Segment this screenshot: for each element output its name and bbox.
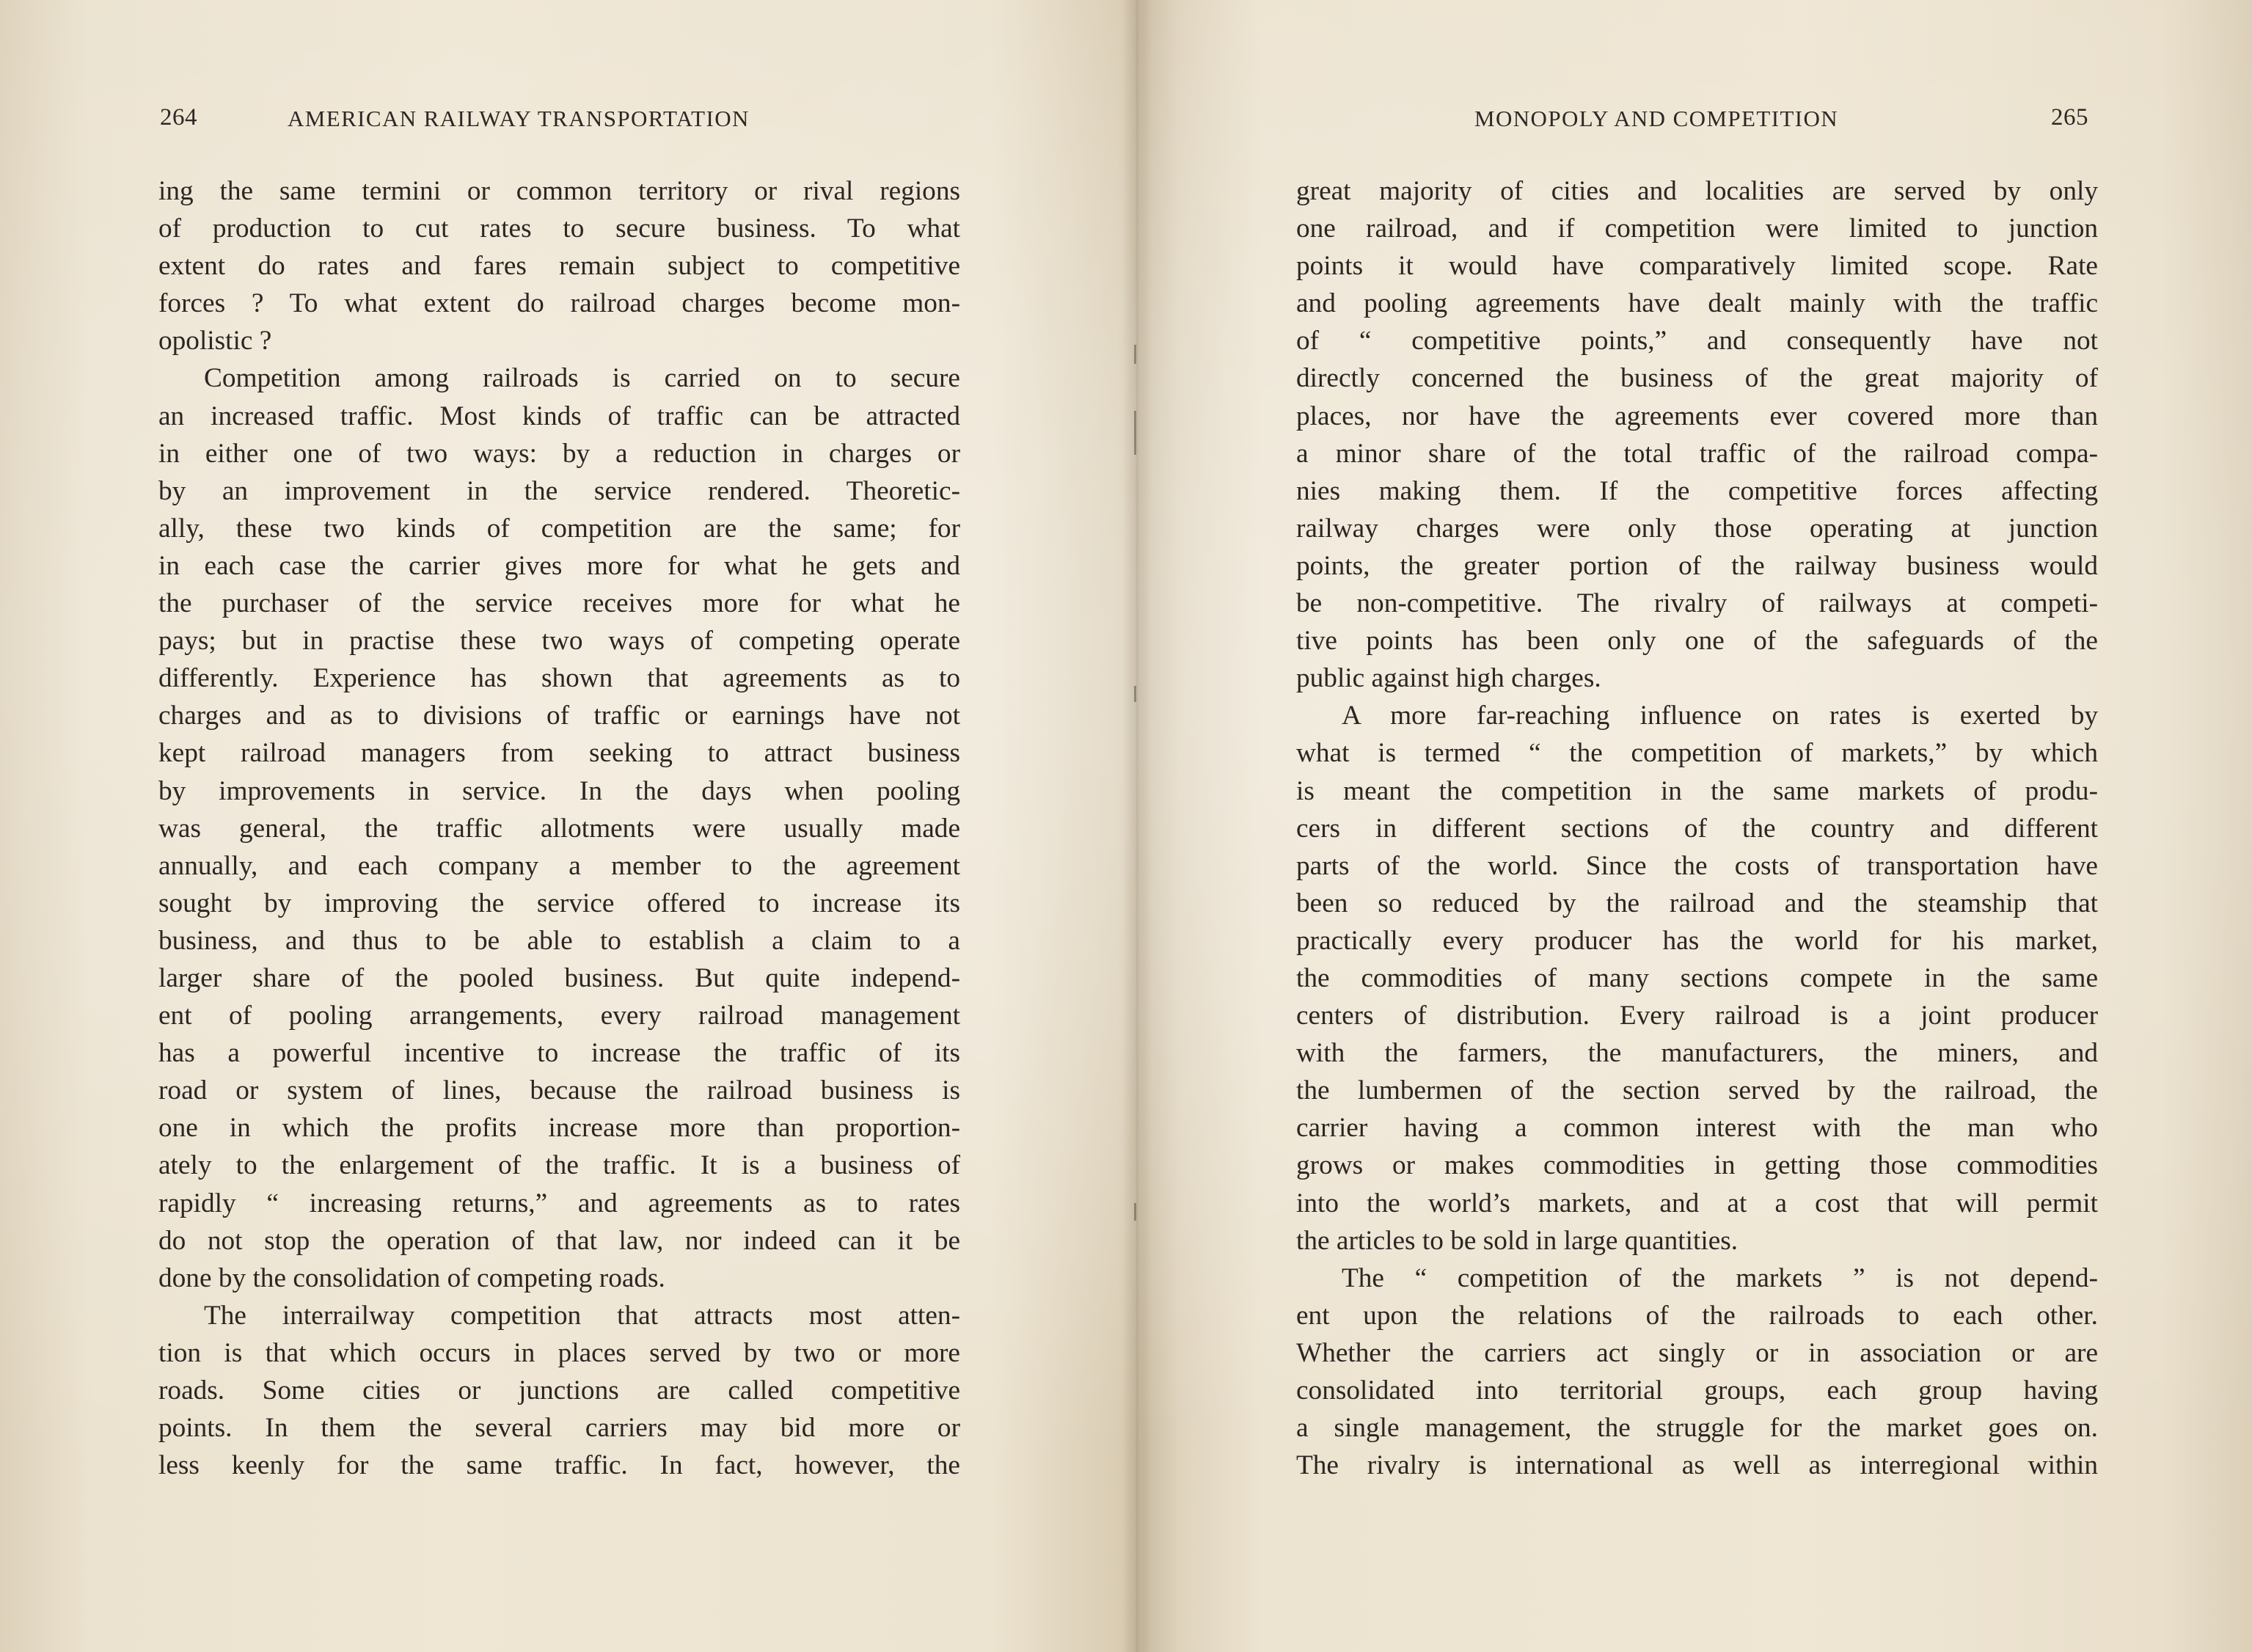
text-line: carrier having a common interest with the man who <box>1296 1113 2098 1144</box>
text-line: a single management, the struggle for the market goes on. <box>1296 1413 2098 1444</box>
text-line: tion is that which occurs in places served by two or more <box>158 1337 960 1368</box>
text-line: rapidly “ increasing returns,” and agreements as to rates <box>158 1188 960 1218</box>
text-line: Whether the carriers act singly or in association or are <box>1296 1337 2098 1368</box>
text-line: was general, the traffic allotments were usually made <box>158 813 960 844</box>
text-line: the articles to be sold in large quantities. <box>1296 1225 1739 1256</box>
text-line: opolistic ? <box>158 326 272 357</box>
text-line: roads. Some cities or junctions are called competitive <box>158 1375 960 1406</box>
text-line: tive points has been only one of the safeguards of the <box>1296 626 2098 657</box>
text-line: done by the consolidation of competing roads. <box>158 1262 665 1293</box>
text-line: annually, and each company a member to the agreement <box>158 850 960 881</box>
text-line: the commodities of many sections compete in the same <box>1296 962 2098 993</box>
text-line: in each case the carrier gives more for what he gets and <box>158 550 960 581</box>
text-line: ing the same termini or common territory or rival regions <box>158 176 960 206</box>
text-line: ately to the enlargement of the traffic. It is a business of <box>158 1150 960 1181</box>
text-line: one railroad, and if competition were limited to junction <box>1296 213 2098 244</box>
text-line: points, the greater portion of the railway business would <box>1296 550 2098 581</box>
text-line: pays; but in practise these two ways of competing operate <box>158 626 960 657</box>
text-line: ent of pooling arrangements, every railroad management <box>158 1001 960 1031</box>
right-page <box>1126 0 2252 1652</box>
text-line: has a powerful incentive to increase the traffic of its <box>158 1038 960 1069</box>
page-body-text <box>158 172 960 1484</box>
text-line: cers in different sections of the country and different <box>1296 813 2098 844</box>
text-line: with the farmers, the manufacturers, the miners, and <box>1296 1038 2098 1069</box>
text-line: be non-competitive. The rivalry of railways at competi- <box>1296 588 2098 619</box>
text-line: Competition among railroads is carried on to secure <box>204 363 960 394</box>
text-line: places, nor have the agreements ever covered more than <box>1296 401 2098 431</box>
text-line: the lumbermen of the section served by the railroad, the <box>1296 1075 2098 1106</box>
text-line: less keenly for the same traffic. In fact, however, the <box>158 1450 960 1481</box>
page-number: 264 <box>160 104 197 131</box>
text-line: a minor share of the total traffic of the railroad compa- <box>1296 438 2098 469</box>
text-line: of production to cut rates to secure business. To what <box>158 213 960 244</box>
running-head-title: MONOPOLY AND COMPETITION <box>1474 106 1839 131</box>
text-line: do not stop the operation of that law, nor indeed can it be <box>158 1225 960 1256</box>
text-line: ent upon the relations of the railroads to each other. <box>1296 1300 2098 1331</box>
text-line: practically every producer has the world for his market, <box>1296 925 2098 956</box>
text-line: grows or makes commodities in getting those commodities <box>1296 1150 2098 1181</box>
text-line: parts of the world. Since the costs of transportation have <box>1296 850 2098 881</box>
text-line: business, and thus to be able to establish a claim to a <box>158 925 960 956</box>
text-line: ally, these two kinds of competition are the same; for <box>158 513 960 544</box>
text-line: The interrailway competition that attracts most atten- <box>204 1300 960 1331</box>
text-line: one in which the profits increase more than proportion- <box>158 1113 960 1144</box>
text-line: by improvements in service. In the days when pooling <box>158 775 960 806</box>
text-line: charges and as to divisions of traffic or earnings have not <box>158 701 960 731</box>
text-line: into the world’s markets, and at a cost that will permit <box>1296 1188 2098 1218</box>
text-line: directly concerned the business of the great majority of <box>1296 363 2098 394</box>
text-line: consolidated into territorial groups, each group having <box>1296 1375 2098 1406</box>
page-number: 265 <box>2051 104 2088 131</box>
text-line: sought by improving the service offered to increase its <box>158 888 960 918</box>
running-head-title: AMERICAN RAILWAY TRANSPORTATION <box>288 106 750 131</box>
text-line: what is termed “ the competition of markets,” by which <box>1296 738 2098 769</box>
text-line: larger share of the pooled business. But quite independ- <box>158 962 960 993</box>
text-line: great majority of cities and localities are served by only <box>1296 176 2098 206</box>
text-line: centers of distribution. Every railroad is a joint producer <box>1296 1001 2098 1031</box>
text-line: points it would have comparatively limited scope. Rate <box>1296 251 2098 282</box>
text-line: and pooling agreements have dealt mainly with the traffic <box>1296 288 2098 319</box>
page-body-text <box>1296 172 2098 1484</box>
text-line: extent do rates and fares remain subject to competitive <box>158 251 960 282</box>
text-line: in either one of two ways: by a reduction in charges or <box>158 438 960 469</box>
text-line: been so reduced by the railroad and the steamship that <box>1296 888 2098 918</box>
text-line: kept railroad managers from seeking to attract business <box>158 738 960 769</box>
text-line: nies making them. If the competitive forces affecting <box>1296 475 2098 506</box>
text-line: of “ competitive points,” and consequently have not <box>1296 326 2098 357</box>
text-line: points. In them the several carriers may bid more or <box>158 1413 960 1444</box>
text-line: forces ? To what extent do railroad charges become mon- <box>158 288 960 319</box>
text-line: road or system of lines, because the railroad business is <box>158 1075 960 1106</box>
text-line: is meant the competition in the same markets of produ- <box>1296 775 2098 806</box>
text-line: by an improvement in the service rendered. Theoretic- <box>158 475 960 506</box>
text-line: A more far-reaching influence on rates is exerted by <box>1342 701 2098 731</box>
text-line: The rivalry is international as well as interregional within <box>1296 1450 2098 1481</box>
text-line: public against high charges. <box>1296 663 1601 694</box>
text-line: railway charges were only those operating at junction <box>1296 513 2098 544</box>
text-line: differently. Experience has shown that agreements as to <box>158 663 960 694</box>
text-line: an increased traffic. Most kinds of traffic can be attracted <box>158 401 960 431</box>
text-line: The “ competition of the markets ” is not depend- <box>1342 1262 2098 1293</box>
text-line: the purchaser of the service receives more for what he <box>158 588 960 619</box>
